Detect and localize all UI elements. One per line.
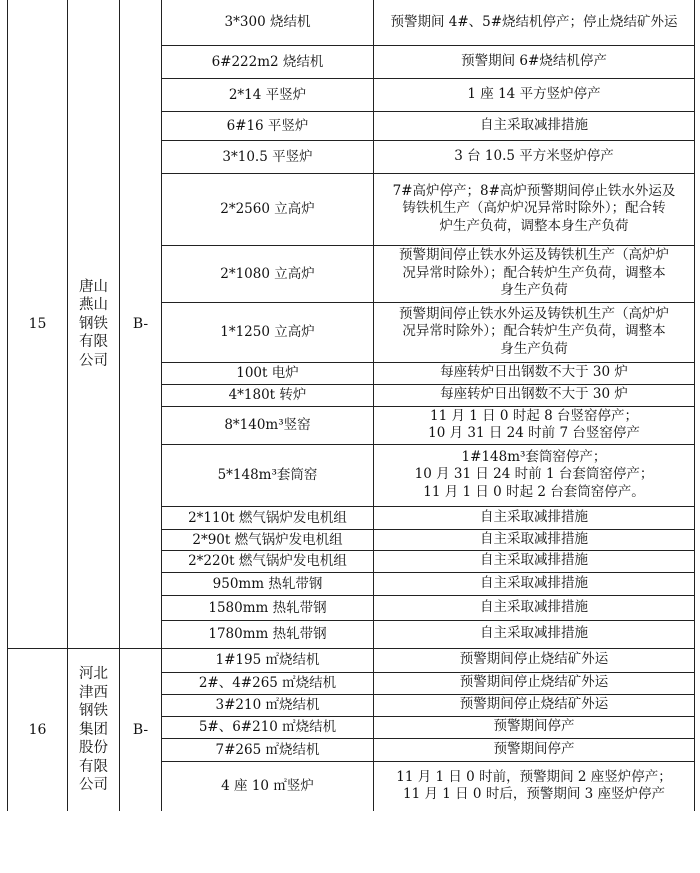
measure-line: 自主采取减排措施 bbox=[480, 552, 588, 569]
measure-cell bbox=[374, 761, 695, 811]
company-name-line: 河北 bbox=[79, 666, 108, 682]
measure-line: 预警期间停止烧结矿外运 bbox=[459, 674, 609, 691]
table-body bbox=[8, 0, 695, 811]
company-name-line: 股份 bbox=[79, 740, 108, 756]
measure-line: 10 月 31 日 24 时前 1 台套筒窑停产； bbox=[414, 466, 654, 483]
measure-line: 自主采取减排措施 bbox=[480, 530, 588, 547]
equipment-cell: 4*180t 转炉 bbox=[162, 384, 374, 406]
equipment-cell: 2*1080 立高炉 bbox=[162, 245, 374, 302]
table-row bbox=[8, 648, 695, 672]
measure-line: 预警期间停产 bbox=[493, 740, 575, 757]
equipment-cell: 2#、4#265 ㎡烧结机 bbox=[162, 672, 374, 694]
equipment-cell: 6#222m2 烧结机 bbox=[162, 45, 374, 78]
measure-cell bbox=[374, 0, 695, 45]
equipment-cell: 8*140m³竖窑 bbox=[162, 406, 374, 444]
company-name-line: 有限 bbox=[79, 334, 108, 350]
measure-line: 自主采取减排措施 bbox=[480, 116, 588, 133]
measure-line: 铸铁机生产（高炉炉况异常时除外）；配合转 bbox=[402, 200, 666, 217]
measure-line: 预警期间 6#烧结机停产 bbox=[461, 52, 607, 69]
company-name-line: 津西 bbox=[79, 684, 108, 701]
measure-line: 自主采取减排措施 bbox=[480, 598, 588, 615]
performance-grade: B- bbox=[120, 0, 162, 648]
equipment-cell: 3*300 烧结机 bbox=[162, 0, 374, 45]
company-name bbox=[68, 648, 120, 811]
equipment-cell: 1*1250 立高炉 bbox=[162, 302, 374, 362]
measure-cell bbox=[374, 444, 695, 506]
measure-line: 每座转炉日出钢数不大于 30 炉 bbox=[440, 364, 628, 381]
equipment-cell: 6#16 平竖炉 bbox=[162, 111, 374, 140]
measure-line: 身生产负荷 bbox=[500, 340, 568, 357]
equipment-cell: 5*148m³套筒窑 bbox=[162, 444, 374, 506]
measure-line: 每座转炉日出钢数不大于 30 炉 bbox=[440, 386, 628, 403]
measure-line: 自主采取减排措施 bbox=[480, 625, 588, 642]
equipment-cell: 4 座 10 ㎡竖炉 bbox=[162, 761, 374, 811]
measure-line: 预警期间停止烧结矿外运 bbox=[459, 696, 609, 713]
equipment-cell: 2*14 平竖炉 bbox=[162, 78, 374, 111]
measure-cell bbox=[374, 572, 695, 595]
measure-line: 11 月 1 日 0 时起 8 台竖窑停产； bbox=[430, 407, 638, 424]
company-name-line: 钢铁 bbox=[79, 703, 108, 719]
equipment-cell: 2*90t 燃气锅炉发电机组 bbox=[162, 529, 374, 550]
measure-cell bbox=[374, 111, 695, 140]
measure-cell bbox=[374, 506, 695, 529]
measure-cell bbox=[374, 384, 695, 406]
company-name-line: 有限 bbox=[79, 758, 108, 775]
equipment-cell: 950mm 热轧带钢 bbox=[162, 572, 374, 595]
measure-line: 预警期间停止铁水外运及铸铁机生产（高炉炉 bbox=[399, 305, 669, 322]
performance-grade: B- bbox=[120, 648, 162, 811]
measure-line: 预警期间停产 bbox=[493, 718, 575, 735]
measure-line: 11 月 1 日 0 时前，预警期间 2 座竖炉停产； bbox=[396, 768, 672, 785]
measure-line: 况异常时除外）；配合转炉生产负荷，调整本 bbox=[402, 264, 666, 281]
company-name-line: 集团 bbox=[79, 721, 108, 738]
measure-cell bbox=[374, 78, 695, 111]
measure-cell bbox=[374, 362, 695, 384]
measure-line: 预警期间停止烧结矿外运 bbox=[459, 651, 609, 668]
measure-line: 11 月 1 日 0 时后，预警期间 3 座竖炉停产 bbox=[403, 786, 665, 803]
measure-cell bbox=[374, 672, 695, 694]
equipment-cell: 100t 电炉 bbox=[162, 362, 374, 384]
equipment-cell: 3#210 ㎡烧结机 bbox=[162, 694, 374, 716]
measure-cell bbox=[374, 245, 695, 302]
company-name-line: 公司 bbox=[79, 777, 108, 793]
measure-line: 1 座 14 平方竖炉停产 bbox=[467, 85, 601, 102]
equipment-cell: 7#265 ㎡烧结机 bbox=[162, 738, 374, 761]
row-number: 15 bbox=[8, 0, 68, 648]
measure-line: 7#高炉停产；8#高炉预警期间停止铁水外运及 bbox=[392, 182, 676, 199]
company-name-line: 唐山 bbox=[79, 278, 108, 295]
company-name-line: 燕山 bbox=[79, 297, 108, 313]
measure-cell bbox=[374, 648, 695, 672]
equipment-cell: 3*10.5 平竖炉 bbox=[162, 140, 374, 173]
measure-line: 1#148m³套筒窑停产； bbox=[461, 448, 607, 465]
measure-line: 11 月 1 日 0 时起 2 台套筒窑停产。 bbox=[423, 483, 645, 500]
equipment-cell: 5#、6#210 ㎡烧结机 bbox=[162, 716, 374, 738]
measure-line: 况异常时除外）；配合转炉生产负荷，调整本 bbox=[402, 323, 666, 340]
equipment-cell: 2*2560 立高炉 bbox=[162, 173, 374, 245]
company-name bbox=[68, 0, 120, 648]
measure-cell bbox=[374, 529, 695, 550]
measure-line: 3 台 10.5 平方米竖炉停产 bbox=[454, 147, 614, 164]
company-name-line: 钢铁 bbox=[79, 315, 108, 332]
measure-cell bbox=[374, 45, 695, 78]
measure-cell bbox=[374, 694, 695, 716]
measure-cell bbox=[374, 595, 695, 620]
equipment-cell: 1#195 ㎡烧结机 bbox=[162, 648, 374, 672]
measure-cell bbox=[374, 140, 695, 173]
measure-cell bbox=[374, 738, 695, 761]
measure-line: 身生产负荷 bbox=[500, 282, 568, 299]
table-row bbox=[8, 0, 695, 45]
company-name-line: 公司 bbox=[79, 352, 108, 369]
measure-cell bbox=[374, 550, 695, 572]
measure-cell bbox=[374, 173, 695, 245]
emission-measures-table bbox=[7, 0, 695, 811]
measure-line: 炉生产负荷，调整本身生产负荷 bbox=[439, 217, 629, 234]
equipment-cell: 1780mm 热轧带钢 bbox=[162, 620, 374, 648]
measure-line: 自主采取减排措施 bbox=[480, 574, 588, 591]
equipment-cell: 2*110t 燃气锅炉发电机组 bbox=[162, 506, 374, 529]
measure-line: 10 月 31 日 24 时前 7 台竖窑停产 bbox=[428, 425, 640, 441]
measure-cell bbox=[374, 620, 695, 648]
equipment-cell: 2*220t 燃气锅炉发电机组 bbox=[162, 550, 374, 572]
measure-cell bbox=[374, 406, 695, 444]
row-number: 16 bbox=[8, 648, 68, 811]
measure-line: 预警期间停止铁水外运及铸铁机生产（高炉炉 bbox=[399, 247, 669, 264]
measure-cell bbox=[374, 716, 695, 738]
measure-line: 自主采取减排措施 bbox=[480, 508, 588, 525]
measure-line: 预警期间 4#、5#烧结机停产；停止烧结矿外运 bbox=[390, 13, 678, 30]
equipment-cell: 1580mm 热轧带钢 bbox=[162, 595, 374, 620]
measure-cell bbox=[374, 302, 695, 362]
